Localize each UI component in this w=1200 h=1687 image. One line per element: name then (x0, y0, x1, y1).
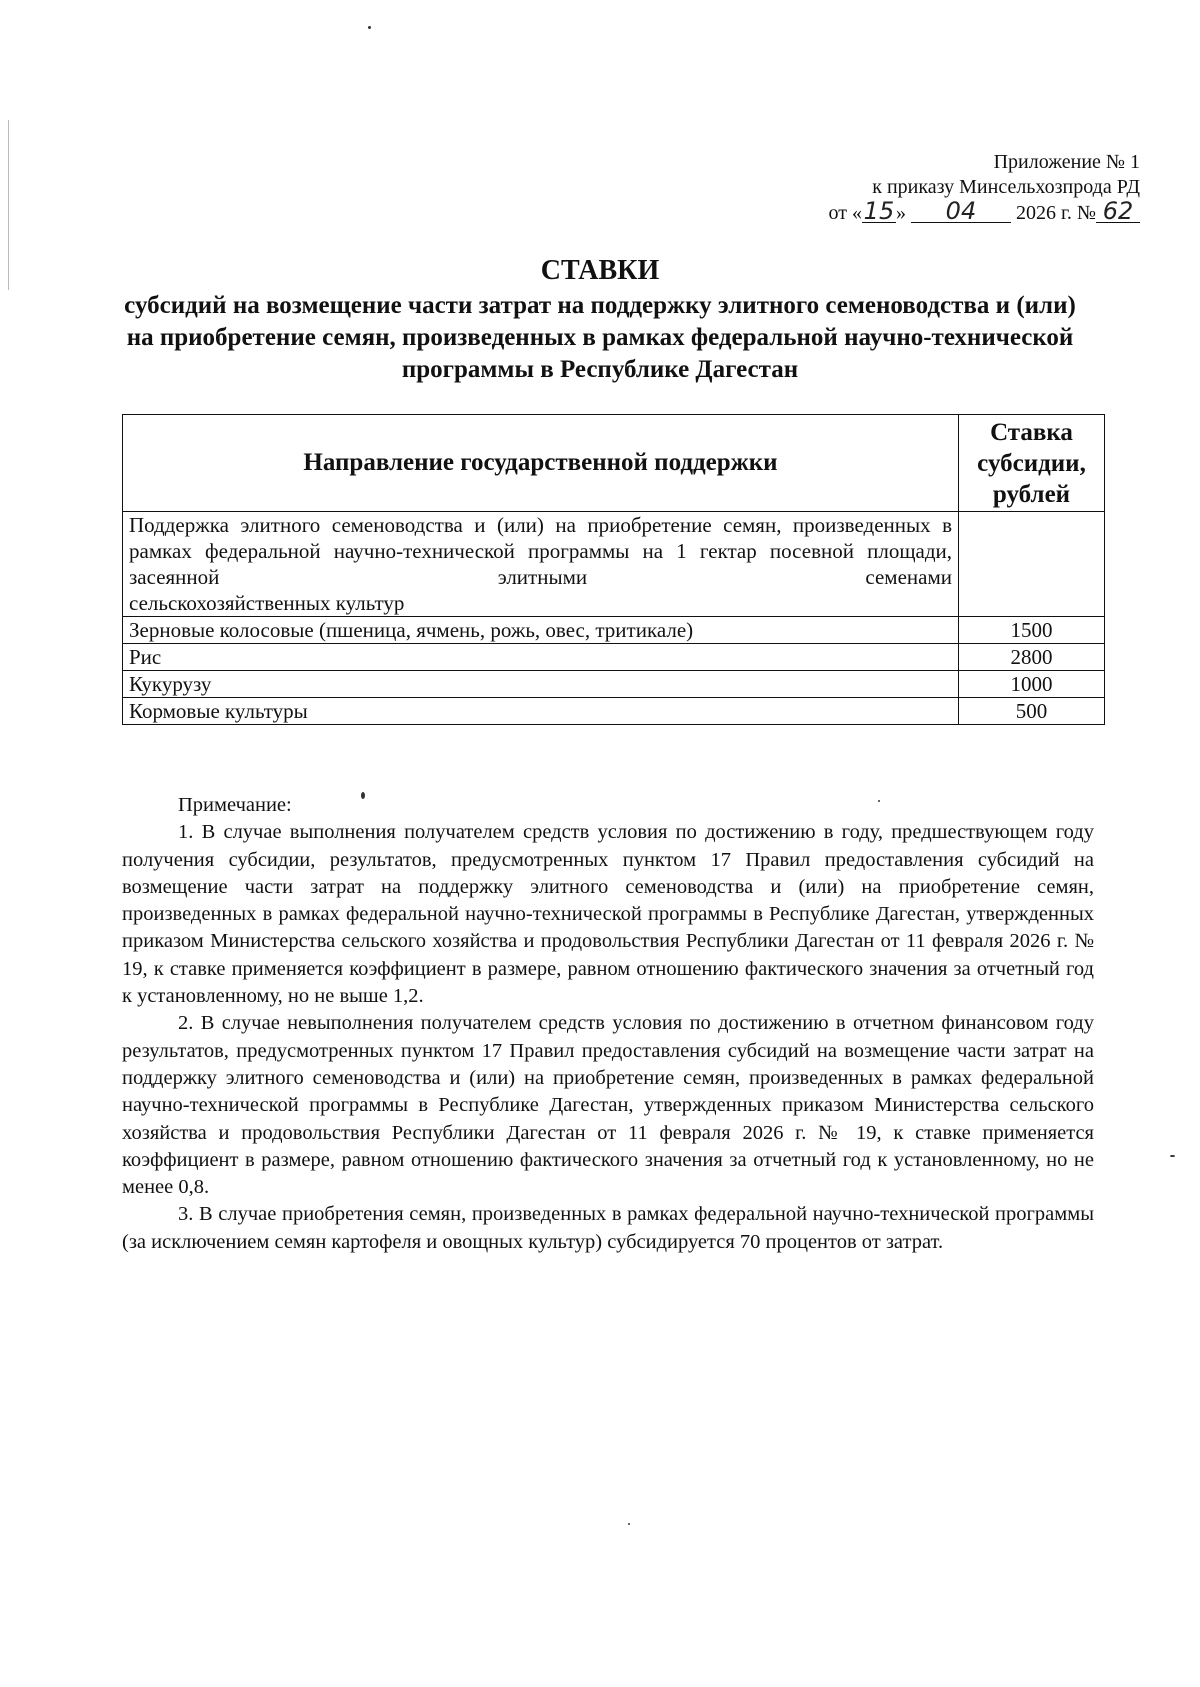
crop-rate: 1500 (959, 617, 1105, 644)
page-subtitle: субсидий на возмещение части затрат на поддержку элитного семеноводства и (или) на приобретение семян, произведенных в рамках федеральной научно-технической программы в Республике Дагестан (124, 292, 1076, 383)
table-group-row (123, 512, 1105, 617)
note-item: 1. В случае выполнения получателем средств условия по достижению в году, предшествующем году получения субсидии, результатов, предусмотренных пунктом 17 Правил предоставления субсидий на возмещение части затрат на поддержку элитного семеноводства и (или) на приобретение семян, произведенных в рамках федеральной научно-технической программы в Республике Дагестан, утвержденных приказом Министерства сельского хозяйства и продовольствия Республики Дагестан от 11 февраля 2026 г. № 19, к ставке применяется коэффициент в размере, равном отношению фактического значения за отчетный год к установленному, но не выше 1,2. (122, 821, 1094, 1008)
header-rate-line: субсидии, (977, 449, 1086, 477)
appendix-order-reference: к приказу Минсельхозпрода РД (872, 176, 1140, 198)
crop-name: Рис (123, 644, 959, 671)
page-title: СТАВКИ (540, 255, 660, 286)
group-description-text: Поддержка элитного семеноводства и (или) на приобретение семян, произведенных в рамках федеральной научно-технической программы на 1 гектар посевной площади, засеянной элитными семенами (129, 513, 952, 589)
scan-speck (628, 1523, 630, 1525)
notes-label: Примечание: (178, 794, 292, 816)
scan-speck (1170, 1155, 1175, 1157)
date-prefix: от « (828, 202, 862, 224)
crop-name: Зерновые колосовые (пшеница, ячмень, рожь, овес, тритикале) (123, 617, 959, 644)
crop-rate: 2800 (959, 644, 1105, 671)
header-rate-line: Ставка (990, 418, 1073, 446)
table-row (123, 698, 1105, 725)
appendix-number: Приложение № 1 (993, 151, 1140, 173)
order-number-handwritten: 62 (1096, 200, 1140, 223)
note-item: 3. В случае приобретения семян, произведенных в рамках федеральной научно-технической программы (за исключением семян картофеля и овощных культур) субсидируется 70 процентов от затрат. (122, 1203, 1094, 1253)
table-row (123, 671, 1105, 698)
crop-name: Кормовые культуры (123, 698, 959, 725)
table-header-row (123, 415, 1105, 512)
crop-rate: 500 (959, 698, 1105, 725)
table-row (123, 617, 1105, 644)
header-direction: Направление государственной поддержки (123, 415, 959, 512)
notes-section (122, 792, 1094, 1256)
header-rate-line: рублей (992, 480, 1071, 508)
scan-speck (368, 26, 371, 29)
date-day-handwritten: 15 (863, 197, 895, 225)
group-description (123, 512, 959, 617)
date-month-handwritten: 04 (911, 200, 1011, 223)
rates-table (122, 414, 1105, 725)
number-prefix: № (1076, 202, 1096, 224)
date-year: 2026 г. (1015, 202, 1072, 224)
header-rate (959, 415, 1105, 512)
table-row (123, 644, 1105, 671)
group-rate-empty (959, 512, 1105, 617)
note-item: 2. В случае невыполнения получателем средств условия по достижению в отчетном финансовом году результатов, предусмотренных пунктом 17 Правил предоставления субсидий на возмещение части затрат на поддержку элитного семеноводства и (или) на приобретение семян, произведенных в рамках федеральной научно-технической программы в Республике Дагестан, утвержденных приказом Министерства сельского хозяйства и продовольствия Республики Дагестан от 11 февраля 2026 г. № 19, к ставке применяется коэффициент в размере, равном отношению фактического значения за отчетный год к установленному, но не менее 0,8. (122, 1012, 1094, 1199)
crop-name: Кукурузу (123, 671, 959, 698)
appendix-date-line (828, 197, 1140, 226)
appendix-block (828, 150, 1140, 226)
group-description-last: сельскохозяйственных культур (129, 591, 405, 615)
date-mid: » (895, 202, 906, 224)
crop-rate: 1000 (959, 671, 1105, 698)
